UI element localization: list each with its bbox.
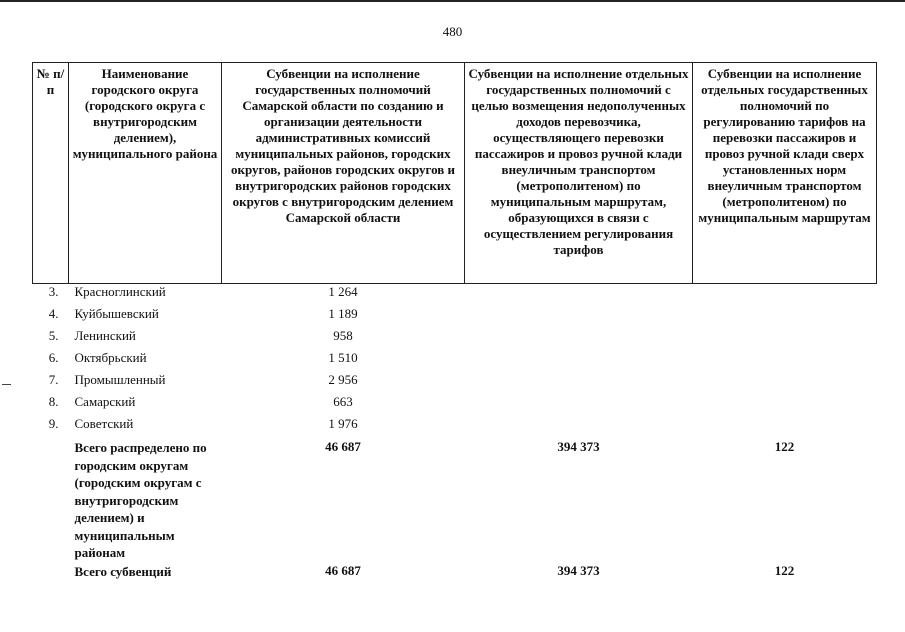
subventions-table: [32, 62, 877, 590]
header-name: Наименование городского округа (городского округа с внутригородским делением), муниципального района: [69, 63, 222, 284]
metro-tariffs-value: [693, 328, 877, 350]
row-number: 8.: [48, 394, 59, 409]
table-row: [33, 394, 877, 416]
admin-commissions-value: 1 976: [328, 416, 358, 431]
metro-compensation-value: [465, 372, 693, 394]
district-name: Промышленный: [74, 372, 166, 387]
table-body: [33, 284, 877, 590]
metro-tariffs-value: [693, 416, 877, 438]
table-row: [33, 372, 877, 394]
district-name: Самарский: [74, 394, 136, 409]
district-name: Куйбышевский: [74, 306, 159, 321]
admin-commissions-value: 958: [333, 328, 353, 343]
table-row: [33, 284, 877, 307]
total-distributed-metro-tariffs: 122: [774, 439, 795, 454]
metro-compensation-value: [465, 328, 693, 350]
total-distributed-metro-compensation: 394 373: [557, 439, 600, 454]
margin-mark: [2, 384, 11, 385]
row-number: 5.: [48, 328, 59, 343]
metro-compensation-value: [465, 394, 693, 416]
header-metro-tariffs: Субвенции на исполнение отдельных государственных полномочий по регулированию тарифов на перевозки пассажиров и провоз ручной клади сверх установленных норм внеуличным транспортом (метрополитеном) по муниципальным маршрутам: [693, 63, 877, 284]
total-subventions-row: [33, 562, 877, 590]
metro-compensation-value: [465, 284, 693, 307]
district-name: Ленинский: [74, 328, 136, 343]
metro-compensation-value: [465, 416, 693, 438]
table-row: [33, 328, 877, 350]
row-number: 6.: [48, 350, 59, 365]
total-distributed-admin: 46 687: [325, 439, 361, 454]
district-name: Красноглинский: [74, 284, 166, 299]
total-subventions-label: Всего субвенций: [74, 563, 172, 579]
metro-compensation-value: [465, 306, 693, 328]
header-row: [33, 63, 877, 284]
total-subventions-metro-tariffs: 122: [774, 562, 795, 578]
admin-commissions-value: 1 264: [328, 284, 358, 299]
metro-tariffs-value: [693, 306, 877, 328]
total-subventions-admin: 46 687: [325, 562, 361, 578]
district-name: Советский: [74, 416, 134, 431]
metro-tariffs-value: [693, 394, 877, 416]
table-row: [33, 416, 877, 438]
header-metro-compensation: Субвенции на исполнение отдельных государственных полномочий с целью возмещения недополученных доходов перевозчика, осуществляющего перевозки пассажиров и провоз ручной клади внеуличным транспортом (метрополитеном) по муниципальным маршрутам, образующихся в связи с осуществлением регулирования тарифов: [465, 63, 693, 284]
table-row: [33, 350, 877, 372]
metro-tariffs-value: [693, 372, 877, 394]
table-row: [33, 306, 877, 328]
district-name: Октябрьский: [74, 350, 147, 365]
top-rule: [0, 0, 905, 2]
metro-tariffs-value: [693, 284, 877, 307]
row-number: 4.: [48, 306, 59, 321]
header-number: № п/п: [33, 63, 69, 284]
row-number: 7.: [48, 372, 59, 387]
page-number: 480: [442, 24, 463, 39]
total-distributed-row: [33, 438, 877, 562]
total-subventions-metro-compensation: 394 373: [557, 562, 600, 578]
metro-tariffs-value: [693, 350, 877, 372]
admin-commissions-value: 1 189: [328, 306, 358, 321]
metro-compensation-value: [465, 350, 693, 372]
admin-commissions-value: 663: [333, 394, 353, 409]
admin-commissions-value: 2 956: [328, 372, 358, 387]
total-distributed-label: Всего распределено по городским округам (городским округам с внутригородским делением) и муниципальным районам: [74, 440, 207, 560]
row-number: 9.: [48, 416, 59, 431]
admin-commissions-value: 1 510: [328, 350, 358, 365]
row-number: 3.: [48, 284, 59, 299]
header-admin-commissions: Субвенции на исполнение государственных полномочий Самарской области по созданию и организации деятельности административных комиссий муниципальных районов, городских округов, районов городских округов и внутригородских районов городских округов с внутригородским делением Самарской области: [222, 63, 465, 284]
